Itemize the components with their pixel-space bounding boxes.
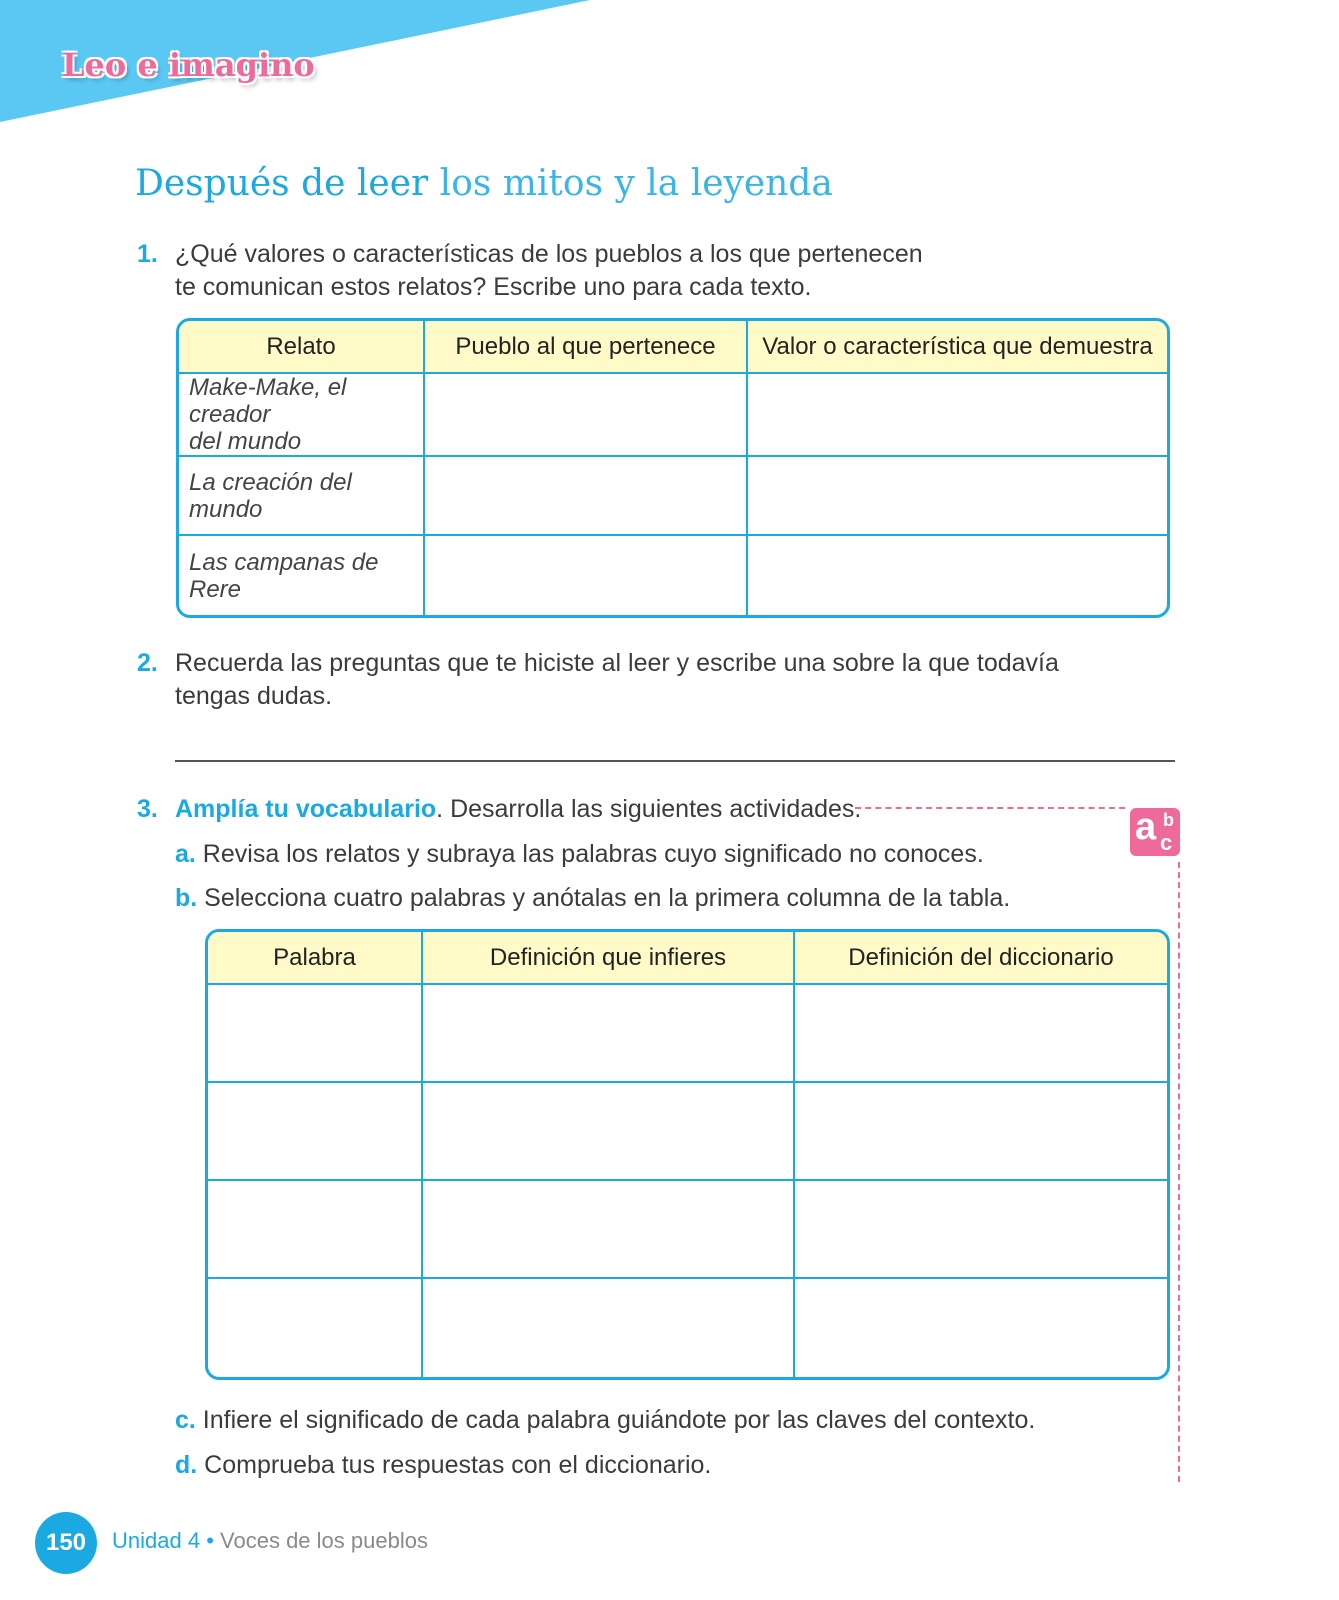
word-cell[interactable] <box>208 1279 423 1377</box>
title-bold: Después de leer <box>135 163 429 204</box>
unit-label: Unidad 4 <box>112 1528 201 1553</box>
section-badge: Leo e imagino <box>62 46 315 84</box>
question-3-text: . Desarrolla las siguientes actividades. <box>436 795 862 823</box>
word-cell[interactable] <box>208 1083 423 1181</box>
question-3-prompt <box>175 793 861 826</box>
vocabulary-icon: a b c <box>1130 808 1180 856</box>
pueblo-answer-cell[interactable] <box>425 536 748 615</box>
table-row <box>179 374 1167 457</box>
page-number: 150 <box>35 1512 97 1574</box>
valor-answer-cell[interactable] <box>748 457 1167 536</box>
step-a: a. Revisa los relatos y subraya las palabras cuyo significado no conoces. <box>175 840 984 868</box>
table-row <box>208 1083 1167 1181</box>
title-light: los mitos y la leyenda <box>428 163 833 204</box>
valor-answer-cell[interactable] <box>748 536 1167 615</box>
question-number: 2. <box>137 649 158 677</box>
vocab-heading: Amplía tu vocabulario <box>175 795 437 823</box>
dashed-connector <box>855 807 1125 809</box>
inferred-definition-cell[interactable] <box>423 985 795 1083</box>
step-b: b. Selecciona cuatro palabras y anótalas en la primera columna de la tabla. <box>175 884 1011 912</box>
inferred-definition-cell[interactable] <box>423 1279 795 1377</box>
question-2-line2: tengas dudas. <box>175 682 333 710</box>
question-2-line1: Recuerda las preguntas que te hiciste al leer y escribe una sobre la que todavía <box>175 649 1059 677</box>
table-row <box>208 1279 1167 1377</box>
step-c: c. Infiere el significado de cada palabra guiándote por las claves del contexto. <box>175 1406 1036 1434</box>
column-header: Pueblo al que pertenece <box>425 321 748 374</box>
column-header: Definición que infieres <box>423 932 795 985</box>
valor-answer-cell[interactable] <box>748 374 1167 457</box>
column-header: Definición del diccionario <box>795 932 1167 985</box>
dictionary-definition-cell[interactable] <box>795 1279 1167 1377</box>
table-row <box>208 1181 1167 1279</box>
question-1-line1: ¿Qué valores o características de los pueblos a los que pertenecen <box>175 240 923 268</box>
pueblo-answer-cell[interactable] <box>425 374 748 457</box>
table-row <box>179 536 1167 615</box>
dashed-connector <box>1178 862 1180 1482</box>
relato-cell: La creación del mundo <box>179 457 425 536</box>
separator: • <box>206 1528 214 1553</box>
unit-name: Voces de los pueblos <box>220 1528 428 1553</box>
inferred-definition-cell[interactable] <box>423 1181 795 1279</box>
footer-unit <box>112 1528 428 1554</box>
table-row <box>208 985 1167 1083</box>
word-cell[interactable] <box>208 985 423 1083</box>
table-row <box>179 457 1167 536</box>
vocabulary-table <box>205 929 1170 1380</box>
question-number: 3. <box>137 795 158 823</box>
column-header: Relato <box>179 321 425 374</box>
relato-cell: Las campanas de Rere <box>179 536 425 615</box>
word-cell[interactable] <box>208 1181 423 1279</box>
dictionary-definition-cell[interactable] <box>795 1181 1167 1279</box>
column-header: Palabra <box>208 932 423 985</box>
question-1-line2: te comunican estos relatos? Escribe uno para cada texto. <box>175 273 812 301</box>
pueblo-answer-cell[interactable] <box>425 457 748 536</box>
dictionary-definition-cell[interactable] <box>795 985 1167 1083</box>
dictionary-definition-cell[interactable] <box>795 1083 1167 1181</box>
values-table <box>176 318 1170 618</box>
relato-cell: Make-Make, el creador del mundo <box>179 374 425 457</box>
column-header: Valor o característica que demuestra <box>748 321 1167 374</box>
answer-line[interactable] <box>175 760 1175 762</box>
step-d: d. Comprueba tus respuestas con el diccionario. <box>175 1451 712 1479</box>
inferred-definition-cell[interactable] <box>423 1083 795 1181</box>
question-number: 1. <box>137 240 158 268</box>
page-title <box>135 163 833 204</box>
